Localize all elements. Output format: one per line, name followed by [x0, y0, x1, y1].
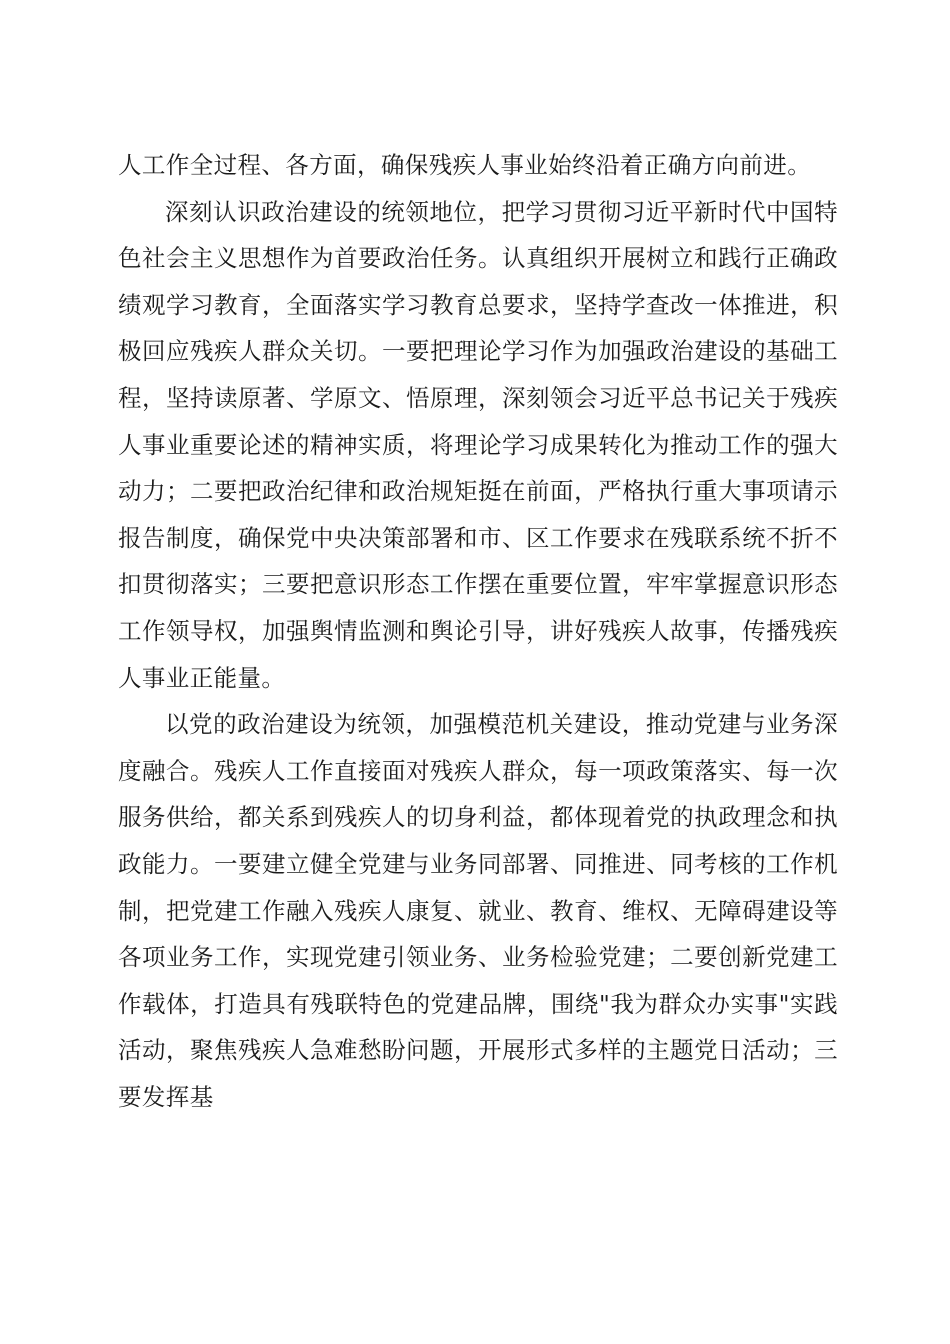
paragraph-party-building-integration: 以党的政治建设为统领，加强模范机关建设，推动党建与业务深度融合。残疾人工作直接面对残疾人群众，每一项政策落实、每一次服务供给，都关系到残疾人的切身利益，都体现着党的执政理念和执政能力。一要建立健全党建与业务同部署、同推进、同考核的工作机制，把党建工作融入残疾人康复、就业、教育、维权、无障碍建设等各项业务工作，实现党建引领业务、业务检验党建；二要创新党建工作载体，打造具有残联特色的党建品牌，围绕"我为群众办实事"实践活动，聚焦残疾人急难愁盼问题，开展形式多样的主题党日活动；三要发挥基: [118, 710, 838, 1111]
paragraph-continuation: 人工作全过程、各方面，确保残疾人事业始终沿着正确方向前进。: [118, 151, 812, 179]
paragraph-political-construction: 深刻认识政治建设的统领地位，把学习贯彻习近平新时代中国特色社会主义思想作为首要政治任务。认真组织开展树立和践行正确政绩观学习教育，全面落实学习教育总要求，坚持学查改一体推进，积极回应残疾人群众关切。一要把理论学习作为加强政治建设的基础工程，坚持读原著、学原文、悟原理，深刻领会习近平总书记关于残疾人事业重要论述的精神实质，将理论学习成果转化为推动工作的强大动力；二要把政治纪律和政治规矩挺在前面，严格执行重大事项请示报告制度，确保党中央决策部署和市、区工作要求在残联系统不折不扣贯彻落实；三要把意识形态工作摆在重要位置，牢牢掌握意识形态工作领导权，加强舆情监测和舆论引导，讲好残疾人故事，传播残疾人事业正能量。: [118, 197, 838, 692]
body-text: [118, 142, 838, 1120]
